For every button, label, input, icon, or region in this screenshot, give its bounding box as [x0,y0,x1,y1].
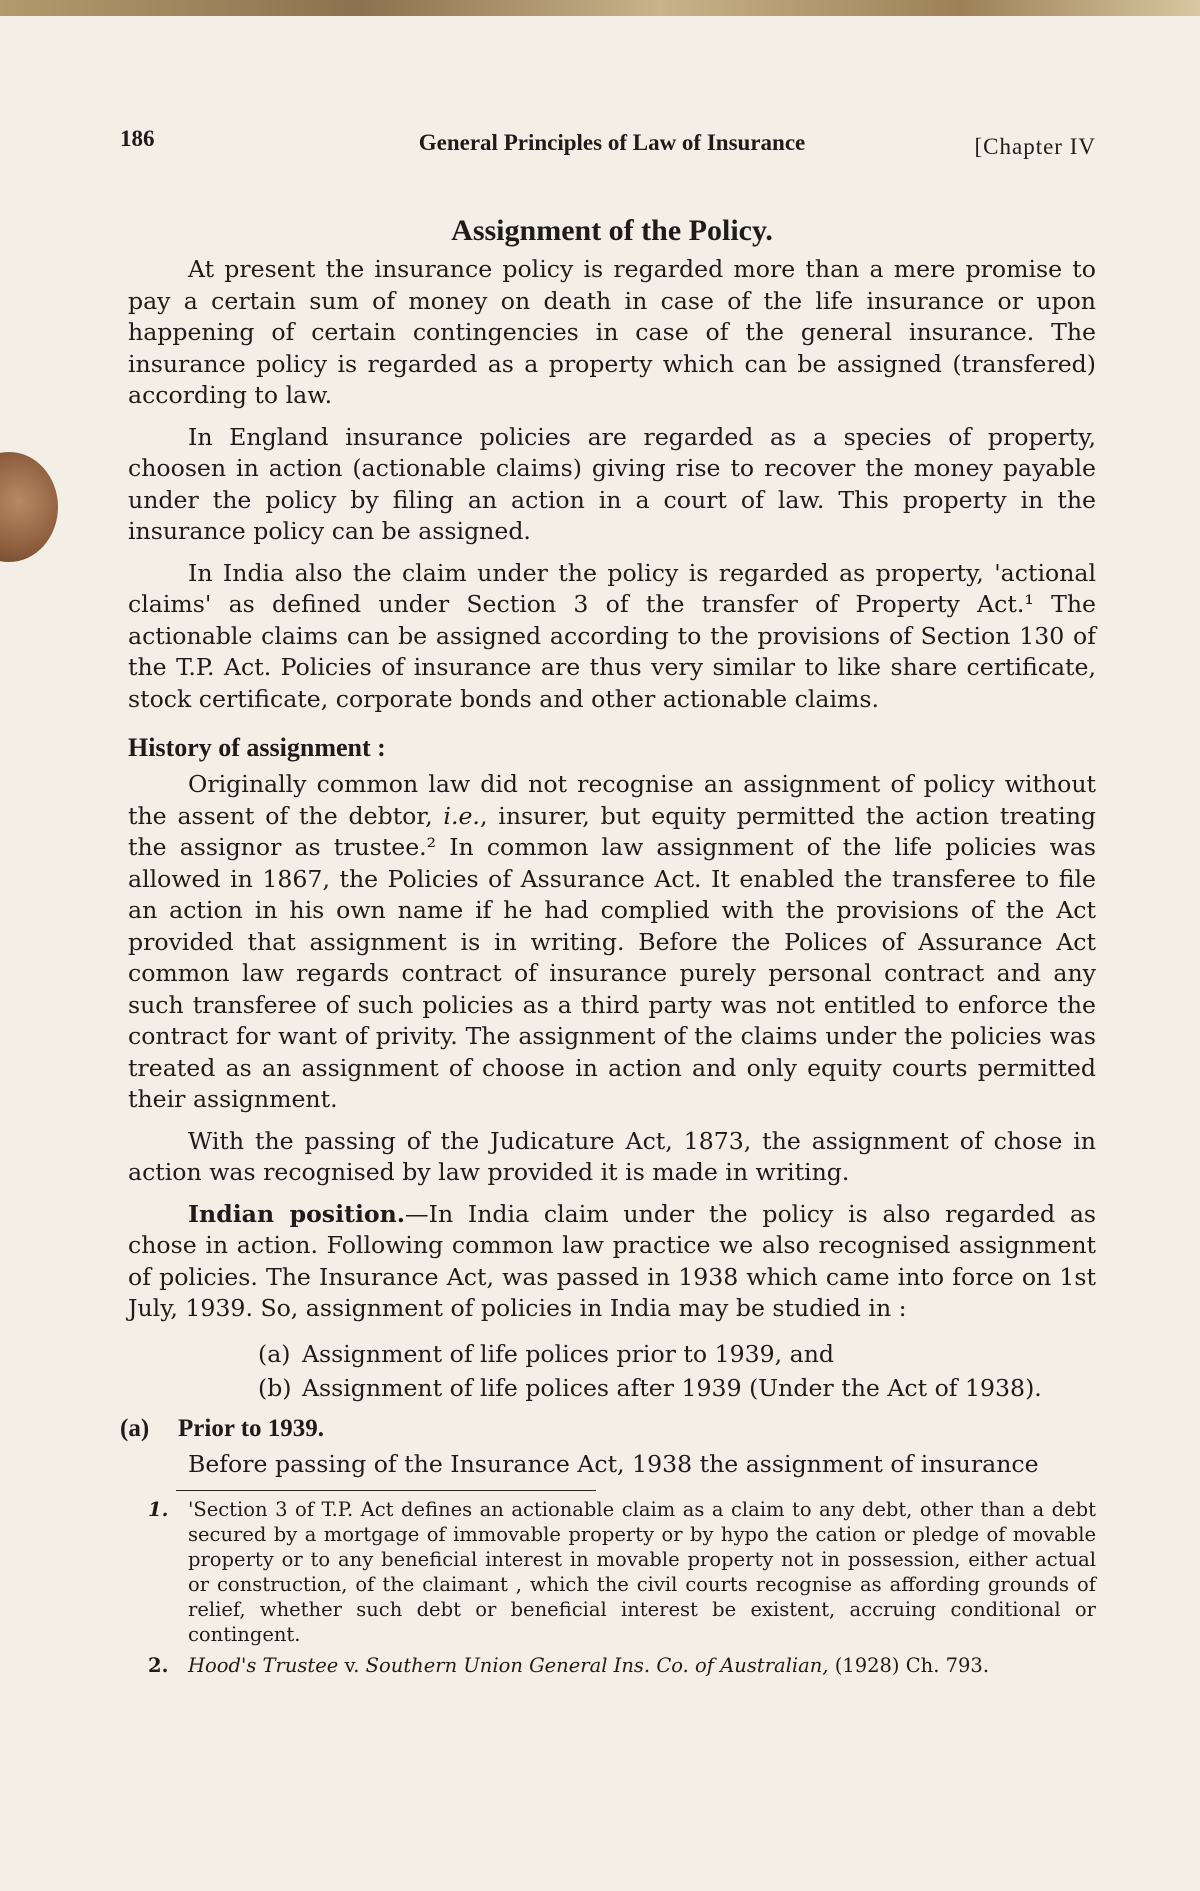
indian-position-text: —In India claim under the policy is also regarded as chose in action. Following common law practice we also recognised assignment of policies. The Insurance Act, was passed in 1938 which came into force on 1st July, 1939. So, assignment of policies in India may be studied in : [128,1199,1096,1322]
list-item [258,1337,1096,1371]
running-header [120,126,1096,166]
footnote-divider [176,1490,596,1491]
footnote-2 [128,1653,1096,1678]
footnote-1 [128,1497,1096,1647]
thumb [0,452,58,562]
footnote-number: 1. [148,1498,169,1521]
indian-position-paragraph [128,1199,1096,1325]
history-heading: History of assignment : [128,733,386,762]
prior-heading [120,1415,1096,1443]
footnote-case-name: Hood's Trustee [188,1654,339,1677]
footnote-versus: v. [338,1654,366,1677]
running-title: General Principles of Law of Insurance [418,130,806,155]
section-title: Assignment of the Policy. [451,214,773,247]
prior-title: Prior to 1939. [178,1414,325,1442]
history-text-b: , insurer, but equity permitted the action treating the assignor as trustee.² In common law assignment of the life policies was allowed in 1867, the Policies of Assurance Act. It enabled the transferee to file an action in his own name if he had complied with the provisions of the Act provided that assignment is in writing. Before the Polices of Assurance Act common law regards contract of insurance purely personal contract and any such transferee of such policies as a third party was not entitled to enforce the contract for want of privity. The assignment of the claims under the policies was treated as an assignment of choose in action and only equity courts permitted their assignment. [128,801,1096,1113]
list-item [258,1371,1096,1405]
footnote-citation: (1928) Ch. 793. [828,1654,990,1677]
page-top-edge [0,0,1200,16]
footnotes [128,1497,1096,1678]
page-number: 186 [120,126,155,151]
prior-label: (a) [120,1414,150,1442]
footnote-text: 'Section 3 of T.P. Act defines an actionable claim as a claim to any debt, other than a debt secured by a mortgage of immovable property or by hypo the cation or pledge of movable property or to any beneficial interest in movable property not in possession, either actual or construction, of the claimant , which the civil courts recognise as affording grounds of relief, whether such debt or beneficial interest be existent, accruing conditional or contingent. [188,1498,1096,1646]
page-content [120,126,1096,1684]
study-list [258,1337,1096,1405]
list-item-label: (a) [258,1339,291,1368]
footnote-number: 2. [148,1654,169,1677]
history-text-a: Originally common law did not recognise an assignment of policy without the assent of the debtor, [128,770,1096,830]
list-item-text: Assignment of life polices after 1939 (Under the Act of 1938). [302,1373,1042,1402]
history-paragraph-2: With the passing of the Judicature Act, 1873, the assignment of chose in action was recognised by law provided it is made in writing. [128,1126,1096,1186]
list-item-label: (b) [258,1373,292,1402]
paragraph-1: At present the insurance policy is regarded more than a mere promise to pay a certain sum of money on death in case of the life insurance or upon happening of certain contingencies in case of the general insurance. The insurance policy is regarded as a property which can be assigned (transfered) according to law. [128,255,1096,409]
chapter-label: [Chapter IV [974,134,1096,159]
history-paragraph-1 [128,769,1096,1116]
paragraph-3: In India also the claim under the policy is regarded as property, 'actional claims' as defined under Section 3 of the transfer of Property Act.¹ The actionable claims can be assigned according to the provisions of Section 130 of the T.P. Act. Policies of insurance are thus very similar to like share certificate, stock certificate, corporate bonds and other actionable claims. [128,558,1096,713]
paragraph-2: In England insurance policies are regarded as a species of property, choosen in action (actionable claims) giving rise to recover the money payable under the policy by filing an action in a court of law. This property in the insurance policy can be assigned. [128,422,1096,545]
list-item-text: Assignment of life polices prior to 1939, and [302,1339,835,1368]
history-ie: i.e. [443,801,480,830]
prior-paragraph: Before passing of the Insurance Act, 1938 the assignment of insurance [188,1449,1039,1478]
footnote-party: Southern Union General Ins. Co. of Australian, [365,1654,829,1677]
indian-position-heading: Indian position. [188,1199,406,1228]
